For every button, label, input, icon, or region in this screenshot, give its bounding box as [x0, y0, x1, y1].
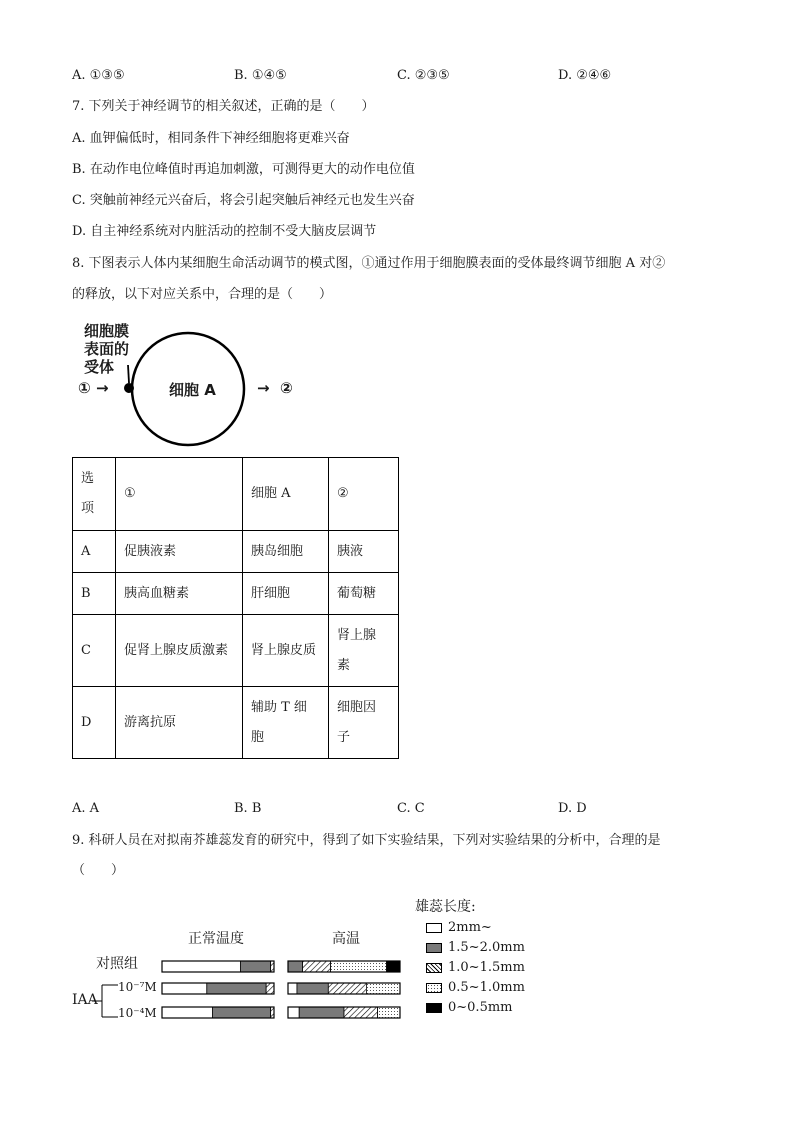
table-cell: A: [73, 531, 116, 573]
legend-item-2mm: 2mm~: [426, 920, 492, 936]
table-cell: 促胰液素: [116, 531, 243, 573]
q7-option-d: D. 自主神经系统对内脏活动的控制不受大脑皮层调节: [72, 224, 377, 239]
legend-swatch: [426, 963, 442, 973]
table-cell: 葡萄糖: [329, 573, 399, 615]
cell-a-label: 细胞 A: [169, 381, 216, 399]
bar-segment-1-0-4: [387, 961, 400, 972]
table-header-cell: ①: [116, 458, 243, 531]
row-group-label: IAA: [72, 992, 98, 1008]
group-title-high: 高温: [332, 931, 360, 947]
q7-option-a: A. 血钾偏低时，相同条件下神经细胞将更难兴奋: [72, 131, 350, 146]
q8-option-d: D. D: [558, 801, 587, 816]
bar-segment-1-2-2: [344, 1007, 378, 1018]
bar-segment-1-0-3: [331, 961, 387, 972]
table-header-cell: 细胞 A: [243, 458, 329, 531]
q7-option-b: B. 在动作电位峰值时再追加刺激，可测得更大的动作电位值: [72, 162, 415, 177]
row-label-high: 10⁻⁴M: [118, 1006, 157, 1020]
legend-item-1-5-2-0: 1.5~2.0mm: [426, 940, 525, 956]
legend-swatch: [426, 1003, 442, 1013]
table-cell: 胰液: [329, 531, 399, 573]
legend-swatch: [426, 983, 442, 993]
bar-segment-1-1-3: [366, 983, 400, 994]
q8-stem-line2: 的释放，以下对应关系中，合理的是（ ）: [72, 287, 333, 302]
bar-segment-0-0-0: [162, 961, 240, 972]
q7-option-c: C. 突触前神经元兴奋后，将会引起突触后神经元也发生兴奋: [72, 193, 415, 208]
receptor-label-line3: 受体: [84, 358, 115, 376]
bar-segment-0-2-0: [162, 1007, 212, 1018]
q6-option-a: A. ①③⑤: [72, 68, 125, 83]
q9-stem-line1: 9. 科研人员在对拟南芥雄蕊发育的研究中，得到了如下实验结果，下列对实验结果的分析中，合理的是: [72, 833, 661, 848]
table-cell: 肾上腺皮质: [243, 615, 329, 687]
receptor-label-line2: 表面的: [84, 340, 130, 358]
table-row: [73, 531, 399, 573]
table-cell: 胰岛细胞: [243, 531, 329, 573]
legend-item-1-0-1-5: 1.0~1.5mm: [426, 960, 525, 976]
q6-option-c: C. ②③⑤: [397, 68, 450, 83]
legend-item-0-5-1-0: 0.5~1.0mm: [426, 980, 525, 996]
table-cell: 游离抗原: [116, 687, 243, 759]
bar-segment-0-1-0: [162, 983, 207, 994]
bar-segment-0-0-1: [240, 961, 270, 972]
table-header-row: [73, 458, 399, 531]
input-signal-label: ①: [78, 379, 91, 397]
bar-segment-1-2-1: [299, 1007, 344, 1018]
table-cell: 辅助 T 细胞: [243, 687, 329, 759]
table-header-cell: 选项: [73, 458, 116, 531]
row-label-control: 对照组: [96, 956, 138, 972]
table-cell: 胰高血糖素: [116, 573, 243, 615]
stamen-length-chart: [66, 893, 536, 1033]
table-header-cell: ②: [329, 458, 399, 531]
q9-stem-line2: （ ）: [72, 863, 125, 878]
bar-segment-0-2-1: [212, 1007, 270, 1018]
legend-swatch: [426, 923, 442, 933]
table-cell: B: [73, 573, 116, 615]
q8-option-a: A. A: [72, 801, 100, 816]
table-cell: C: [73, 615, 116, 687]
receptor-label-line1: 细胞膜: [84, 322, 130, 340]
input-arrow-icon: →: [96, 379, 109, 397]
table-cell: 肝细胞: [243, 573, 329, 615]
table-row: [73, 573, 399, 615]
bar-segment-1-1-2: [328, 983, 366, 994]
receptor-pointer-line: [128, 365, 129, 383]
table-cell: 肾上腺素: [329, 615, 399, 687]
row-label-low: 10⁻⁷M: [118, 980, 157, 994]
output-signal-label: ②: [280, 379, 293, 397]
table-cell: 促肾上腺皮质激素: [116, 615, 243, 687]
q7-stem: 7. 下列关于神经调节的相关叙述，正确的是（ ）: [72, 99, 375, 114]
legend-item-0-0-5: 0~0.5mm: [426, 1000, 513, 1016]
group-title-normal: 正常温度: [188, 931, 244, 947]
q8-options-table: [72, 457, 399, 759]
q6-option-d: D. ②④⑥: [558, 68, 612, 83]
q8-option-b: B. B: [234, 801, 262, 816]
output-arrow-icon: →: [257, 379, 270, 397]
bar-segment-1-2-3: [378, 1007, 400, 1018]
table-row: [73, 615, 399, 687]
bar-segment-1-1-1: [297, 983, 328, 994]
legend-title: 雄蕊长度:: [415, 899, 476, 915]
table-cell: D: [73, 687, 116, 759]
bar-segment-1-0-1: [288, 961, 303, 972]
receptor-dot: [124, 383, 134, 393]
q8-stem-line1: 8. 下图表示人体内某细胞生命活动调节的模式图，①通过作用于细胞膜表面的受体最终调节细胞 A 对②: [72, 256, 666, 271]
q6-option-b: B. ①④⑤: [234, 68, 287, 83]
bar-segment-1-1-0: [288, 983, 297, 994]
bar-segment-0-1-1: [207, 983, 266, 994]
q8-option-c: C. C: [397, 801, 425, 816]
bar-segment-1-0-2: [303, 961, 331, 972]
cell-regulation-diagram: [72, 318, 372, 448]
legend-swatch: [426, 943, 442, 953]
bar-segment-0-1-2: [266, 983, 274, 994]
table-row: [73, 687, 399, 759]
table-cell: 细胞因子: [329, 687, 399, 759]
bar-segment-1-2-0: [288, 1007, 299, 1018]
